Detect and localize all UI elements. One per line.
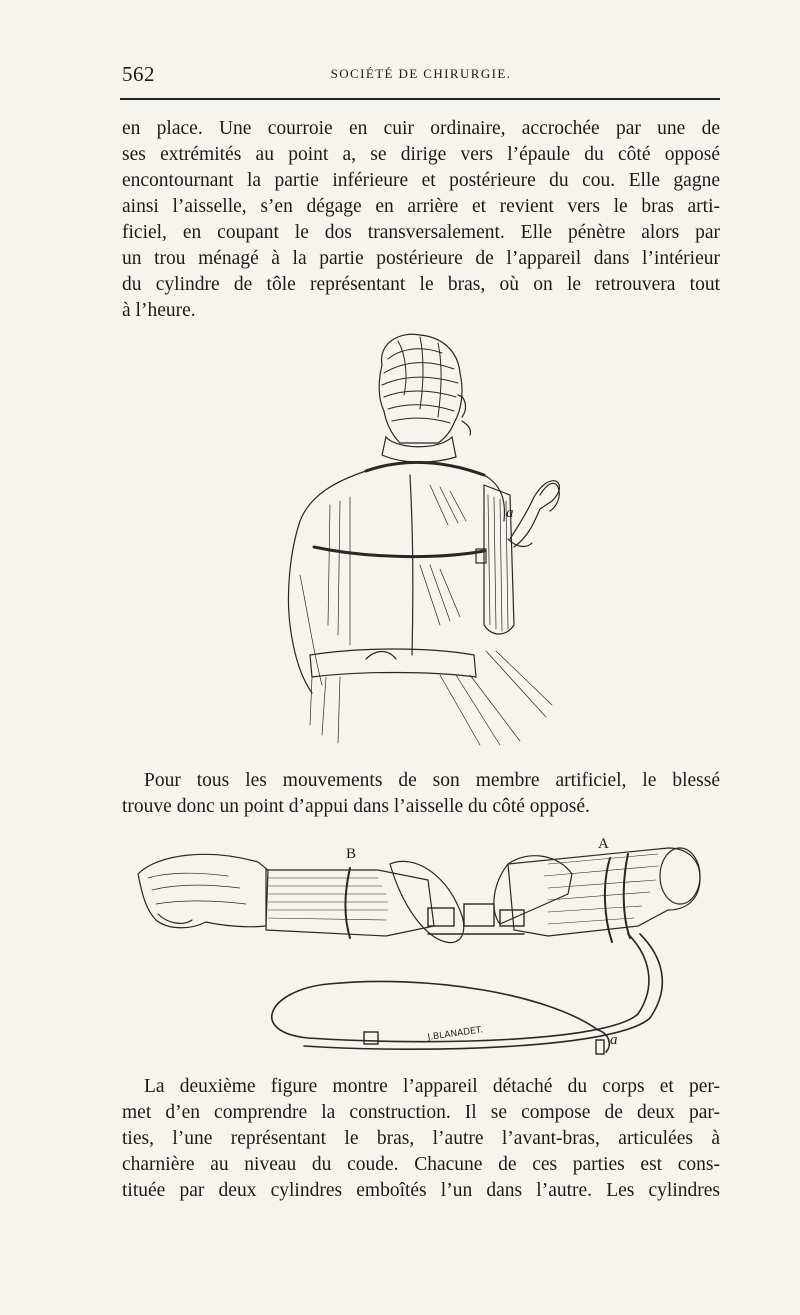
shoulder-strap bbox=[366, 462, 484, 475]
mustache bbox=[462, 421, 471, 435]
figure1-label-a: a bbox=[506, 505, 514, 521]
figure-man-back-engraving bbox=[270, 325, 570, 765]
figure-apparatus-engraving bbox=[128, 834, 714, 1064]
text-line: en place. Une courroie en cuir ordinaire, accrochée par une de bbox=[122, 118, 720, 139]
figure2-label-a: a bbox=[610, 1032, 618, 1048]
elbow-hinge bbox=[390, 861, 464, 942]
hinge-mechanism bbox=[428, 904, 524, 934]
text-line: met d’en comprendre la construction. Il se compose de deux par- bbox=[122, 1102, 720, 1123]
figure2-label-B: B bbox=[346, 846, 357, 862]
running-head: SOCIÉTÉ DE CHIRURGIE. bbox=[330, 66, 512, 81]
header-rule bbox=[120, 98, 720, 100]
text-line: encontournant la partie inférieure et postérieure du cou. Elle gagne bbox=[122, 170, 720, 191]
text-line: à l’heure. bbox=[122, 300, 196, 321]
strap-buckle bbox=[364, 1032, 378, 1044]
text-line: ainsi l’aisselle, s’en dégage en arrière et revient vers le bras arti- bbox=[122, 196, 720, 217]
page-number: 562 bbox=[122, 62, 155, 86]
text-line: La deuxième figure montre l’appareil détaché du corps et per- bbox=[144, 1076, 720, 1097]
forearm bbox=[510, 481, 559, 547]
waistband bbox=[310, 649, 476, 677]
paragraph-2 bbox=[122, 768, 720, 820]
collar bbox=[382, 437, 456, 462]
page-header bbox=[122, 62, 720, 92]
figure2-label-A: A bbox=[598, 836, 609, 852]
text-line: ties, l’une représentant le bras, l’autre l’avant-bras, articulées à bbox=[122, 1128, 720, 1149]
text-line: un trou ménagé à la partie postérieure de l’appareil dans l’intérieur bbox=[122, 248, 720, 269]
text-line: trouve donc un point d’appui dans l’aisselle du côté opposé. bbox=[122, 796, 590, 817]
paragraph-1 bbox=[122, 116, 720, 324]
artificial-hand bbox=[138, 854, 268, 927]
text-line: charnière au niveau du coude. Chacune de ces parties est cons- bbox=[122, 1154, 720, 1175]
text-line: du cylindre de tôle représentant le bras, où on le retrouvera tout bbox=[122, 274, 720, 295]
leather-strap bbox=[272, 934, 649, 1042]
text-line: Pour tous les mouvements de son membre artificiel, le blessé bbox=[144, 770, 720, 791]
torso-outline bbox=[288, 471, 366, 693]
text-line: ses extrémités au point a, se dirige vers l’épaule du côté opposé bbox=[122, 144, 720, 165]
forearm-cylinder bbox=[266, 870, 434, 936]
paragraph-3 bbox=[122, 1074, 720, 1204]
text-line: ficiel, en coupant le dos transversalement. Elle pénètre alors par bbox=[122, 222, 720, 243]
engraver-signature: J.BLANADET. bbox=[427, 1025, 484, 1043]
text-line: tituée par deux cylindres emboîtés l’un dans l’autre. Les cylindres bbox=[122, 1180, 720, 1201]
head-outline bbox=[379, 334, 462, 443]
